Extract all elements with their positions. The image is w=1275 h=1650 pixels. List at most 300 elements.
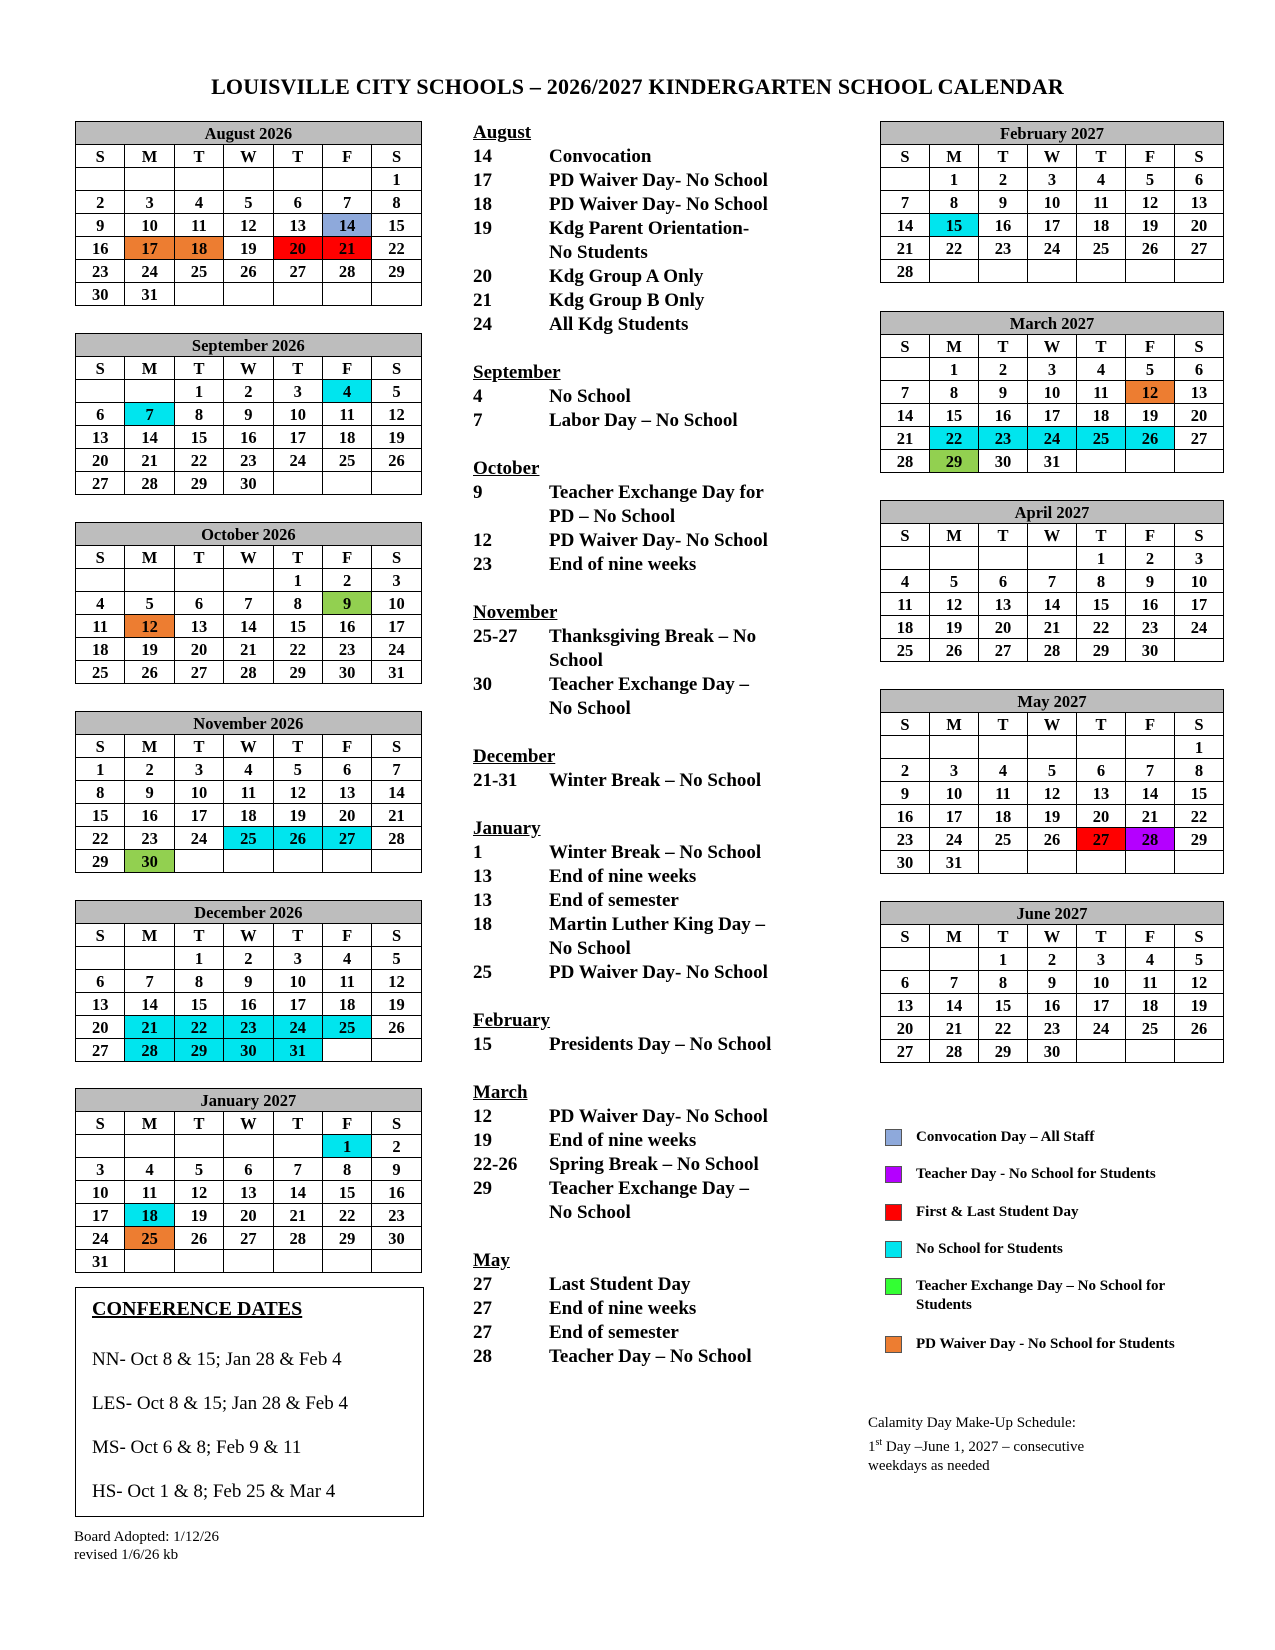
day-header: T bbox=[174, 1112, 223, 1135]
calendar-day: 27 bbox=[174, 661, 223, 684]
calendar-day bbox=[125, 168, 174, 191]
calendar-day bbox=[273, 850, 322, 873]
calendar-day: 22 bbox=[76, 827, 125, 850]
calendar-day bbox=[1077, 260, 1126, 283]
day-header: S bbox=[881, 925, 930, 948]
legend-label: PD Waiver Day - No School for Students bbox=[916, 1336, 1175, 1352]
calendar-day: 11 bbox=[1126, 971, 1175, 994]
calendar-day bbox=[881, 547, 930, 570]
event-text-line: Labor Day – No School bbox=[549, 410, 738, 431]
calendar-day: 9 bbox=[224, 403, 273, 426]
calendar-day: 29 bbox=[76, 850, 125, 873]
calendar-day: 20 bbox=[1077, 805, 1126, 828]
calendar-day: 26 bbox=[174, 1227, 223, 1250]
calendar-day: 18 bbox=[1077, 214, 1126, 237]
legend-label: Teacher Exchange Day – No School for Students bbox=[916, 1278, 1165, 1313]
calendar-day: 14 bbox=[224, 615, 273, 638]
day-header: M bbox=[125, 1112, 174, 1135]
calendar-day: 27 bbox=[979, 639, 1028, 662]
calendar-day: 26 bbox=[273, 827, 322, 850]
calendar-jun bbox=[880, 901, 1224, 1063]
day-header: T bbox=[1077, 713, 1126, 736]
calendar-day bbox=[224, 283, 273, 306]
calendar-day: 28 bbox=[1126, 828, 1175, 851]
day-header: S bbox=[76, 546, 125, 569]
calendar-day: 21 bbox=[372, 804, 421, 827]
calendar-day: 12 bbox=[224, 214, 273, 237]
calendar-month-name: March 2027 bbox=[881, 312, 1224, 335]
calendar-day: 29 bbox=[372, 260, 421, 283]
day-header: S bbox=[1175, 925, 1224, 948]
event-text bbox=[549, 217, 833, 265]
calendar-day: 21 bbox=[930, 1017, 979, 1040]
calendar-day: 15 bbox=[1077, 593, 1126, 616]
calendar-day: 8 bbox=[174, 403, 223, 426]
event-text bbox=[549, 289, 833, 313]
calendar-day: 26 bbox=[1126, 237, 1175, 260]
event-text-line: Teacher Exchange Day – bbox=[549, 674, 750, 695]
event-text bbox=[549, 529, 833, 553]
day-header: W bbox=[224, 924, 273, 947]
calendar-day bbox=[224, 1250, 273, 1273]
calendar-day: 29 bbox=[1175, 828, 1224, 851]
day-header: S bbox=[1175, 145, 1224, 168]
day-header: S bbox=[372, 145, 421, 168]
calendar-day: 9 bbox=[979, 381, 1028, 404]
calendar-day: 9 bbox=[881, 782, 930, 805]
calendar-day: 21 bbox=[1126, 805, 1175, 828]
day-header: F bbox=[1126, 524, 1175, 547]
day-header: T bbox=[1077, 524, 1126, 547]
calendar-day: 9 bbox=[76, 214, 125, 237]
calendar-day: 1 bbox=[930, 168, 979, 191]
day-header: S bbox=[372, 546, 421, 569]
calendar-day: 27 bbox=[881, 1040, 930, 1063]
calendar-day: 14 bbox=[372, 781, 421, 804]
board-revised: revised 1/6/26 kb bbox=[74, 1547, 179, 1563]
calendar-day bbox=[1126, 851, 1175, 874]
day-header: T bbox=[1077, 145, 1126, 168]
day-header: T bbox=[979, 145, 1028, 168]
calendar-day: 26 bbox=[1126, 427, 1175, 450]
calendar-day: 10 bbox=[273, 970, 322, 993]
event-text bbox=[549, 313, 833, 337]
calendar-day bbox=[273, 1135, 322, 1158]
event-text-line: Winter Break – No School bbox=[549, 770, 762, 791]
calendar-day: 8 bbox=[76, 781, 125, 804]
event-date: 1 bbox=[473, 842, 483, 863]
calendar-day: 19 bbox=[224, 237, 273, 260]
calendar-day: 3 bbox=[930, 759, 979, 782]
calendar-day bbox=[930, 948, 979, 971]
calendar-day: 24 bbox=[273, 1016, 322, 1039]
calamity-title: Calamity Day Make-Up Schedule: bbox=[868, 1415, 1076, 1431]
calendar-day: 3 bbox=[1175, 547, 1224, 570]
calendar-day: 18 bbox=[224, 804, 273, 827]
day-header: F bbox=[322, 546, 371, 569]
calendar-day: 26 bbox=[930, 639, 979, 662]
calendar-day: 26 bbox=[372, 1016, 421, 1039]
calendar-day: 6 bbox=[1175, 168, 1224, 191]
calendar-day bbox=[125, 569, 174, 592]
day-header: S bbox=[372, 1112, 421, 1135]
calendar-day bbox=[273, 283, 322, 306]
calendar-day: 3 bbox=[1077, 948, 1126, 971]
calendar-day: 25 bbox=[76, 661, 125, 684]
calendar-day: 27 bbox=[273, 260, 322, 283]
calendar-day: 16 bbox=[979, 404, 1028, 427]
calendar-day bbox=[174, 569, 223, 592]
calendar-day: 18 bbox=[322, 426, 371, 449]
event-date: 13 bbox=[473, 866, 492, 887]
event-item bbox=[473, 481, 833, 529]
calendar-day: 6 bbox=[76, 970, 125, 993]
calendar-day: 23 bbox=[372, 1204, 421, 1227]
event-date: 19 bbox=[473, 218, 492, 239]
event-text-line: End of semester bbox=[549, 1322, 679, 1343]
calendar-day: 12 bbox=[372, 403, 421, 426]
board-info bbox=[74, 1528, 219, 1564]
calendar-day: 5 bbox=[1126, 168, 1175, 191]
calendar-day: 15 bbox=[273, 615, 322, 638]
event-date: 21-31 bbox=[473, 770, 518, 791]
calendar-day: 1 bbox=[1077, 547, 1126, 570]
day-header: W bbox=[224, 546, 273, 569]
event-text bbox=[549, 913, 833, 961]
event-item bbox=[473, 385, 833, 409]
calendar-day: 8 bbox=[273, 592, 322, 615]
day-header: M bbox=[930, 524, 979, 547]
calendar-day bbox=[224, 168, 273, 191]
calendar-day: 11 bbox=[125, 1181, 174, 1204]
day-header: T bbox=[273, 924, 322, 947]
calendar-day: 16 bbox=[322, 615, 371, 638]
event-item bbox=[473, 313, 833, 337]
calendar-day: 23 bbox=[979, 237, 1028, 260]
calendar-day: 4 bbox=[1126, 948, 1175, 971]
calendar-day: 24 bbox=[125, 260, 174, 283]
calendar-day: 8 bbox=[930, 381, 979, 404]
day-header: T bbox=[979, 335, 1028, 358]
calendar-day: 18 bbox=[979, 805, 1028, 828]
day-header: S bbox=[1175, 335, 1224, 358]
calendar-day: 20 bbox=[979, 616, 1028, 639]
calendar-day: 12 bbox=[1175, 971, 1224, 994]
calendar-day: 30 bbox=[224, 1039, 273, 1062]
calendar-day: 31 bbox=[930, 851, 979, 874]
event-text-line: Teacher Day – No School bbox=[549, 1346, 752, 1367]
calendar-day bbox=[273, 472, 322, 495]
calendar-day: 4 bbox=[1077, 358, 1126, 381]
event-item bbox=[473, 217, 833, 265]
event-text-line: PD Waiver Day- No School bbox=[549, 962, 768, 983]
calendar-day: 12 bbox=[174, 1181, 223, 1204]
calendar-day bbox=[1077, 1040, 1126, 1063]
calendar-day: 5 bbox=[273, 758, 322, 781]
calendar-day: 31 bbox=[372, 661, 421, 684]
calendar-day bbox=[125, 1250, 174, 1273]
calendar-day: 16 bbox=[224, 426, 273, 449]
conference-line: HS- Oct 1 & 8; Feb 25 & Mar 4 bbox=[92, 1481, 336, 1502]
calendar-day bbox=[125, 380, 174, 403]
calendar-day: 1 bbox=[174, 380, 223, 403]
event-text-line: No School bbox=[549, 1202, 631, 1223]
event-date: 12 bbox=[473, 1106, 492, 1127]
calendar-day: 2 bbox=[979, 168, 1028, 191]
calendar-day: 2 bbox=[76, 191, 125, 214]
legend-label: No School for Students bbox=[916, 1241, 1063, 1257]
calendar-day: 13 bbox=[1175, 191, 1224, 214]
event-date: 27 bbox=[473, 1298, 492, 1319]
event-text-line: Kdg Group B Only bbox=[549, 290, 705, 311]
calendar-day: 4 bbox=[224, 758, 273, 781]
calendar-day: 17 bbox=[372, 615, 421, 638]
calendar-day: 7 bbox=[125, 403, 174, 426]
conference-line: LES- Oct 8 & 15; Jan 28 & Feb 4 bbox=[92, 1393, 348, 1414]
day-header: M bbox=[125, 735, 174, 758]
calendar-day bbox=[1028, 736, 1077, 759]
events-list bbox=[473, 121, 833, 1369]
calendar-day: 10 bbox=[930, 782, 979, 805]
event-date: 25 bbox=[473, 962, 492, 983]
calendar-day: 29 bbox=[979, 1040, 1028, 1063]
calendar-day: 4 bbox=[174, 191, 223, 214]
day-header: W bbox=[1028, 335, 1077, 358]
calendar-day bbox=[1126, 260, 1175, 283]
event-date: 30 bbox=[473, 674, 492, 695]
calendar-day: 6 bbox=[273, 191, 322, 214]
calendar-day: 12 bbox=[273, 781, 322, 804]
day-header: F bbox=[322, 924, 371, 947]
event-text bbox=[549, 169, 833, 193]
calendar-day bbox=[1126, 450, 1175, 473]
calendar-day: 8 bbox=[322, 1158, 371, 1181]
calendar-day: 11 bbox=[1077, 381, 1126, 404]
calendar-day: 26 bbox=[1175, 1017, 1224, 1040]
event-text-line: Kdg Parent Orientation- bbox=[549, 218, 750, 239]
calendar-day: 26 bbox=[1028, 828, 1077, 851]
calendar-day: 13 bbox=[322, 781, 371, 804]
event-text bbox=[549, 1177, 833, 1225]
calendar-day: 5 bbox=[1126, 358, 1175, 381]
calendar-day bbox=[1175, 450, 1224, 473]
calendar-apr bbox=[880, 500, 1224, 662]
calendar-day bbox=[174, 1250, 223, 1273]
day-header: S bbox=[76, 924, 125, 947]
event-text bbox=[549, 1129, 833, 1153]
day-header: F bbox=[1126, 335, 1175, 358]
calendar-day: 19 bbox=[174, 1204, 223, 1227]
calendar-day: 17 bbox=[125, 237, 174, 260]
day-header: F bbox=[322, 1112, 371, 1135]
calamity-line: 1st Day –June 1, 2027 – consecutive bbox=[868, 1437, 1085, 1455]
calendar-day: 20 bbox=[1175, 214, 1224, 237]
calamity-line: weekdays as needed bbox=[868, 1458, 990, 1474]
calendar-day: 22 bbox=[979, 1017, 1028, 1040]
event-date: 15 bbox=[473, 1034, 492, 1055]
calendar-day: 10 bbox=[273, 403, 322, 426]
calendar-day: 9 bbox=[224, 970, 273, 993]
calendar-day: 11 bbox=[224, 781, 273, 804]
calendar-day: 24 bbox=[372, 638, 421, 661]
calendar-day: 9 bbox=[372, 1158, 421, 1181]
calendar-day: 16 bbox=[1028, 994, 1077, 1017]
calendar-day: 11 bbox=[174, 214, 223, 237]
calendar-day: 6 bbox=[224, 1158, 273, 1181]
event-item bbox=[473, 1273, 833, 1297]
calendar-day: 24 bbox=[273, 449, 322, 472]
calendar-day: 7 bbox=[322, 191, 371, 214]
calendar-month-name: February 2027 bbox=[881, 122, 1224, 145]
calendar-day: 8 bbox=[979, 971, 1028, 994]
event-text-line: PD Waiver Day- No School bbox=[549, 1106, 768, 1127]
calendar-day: 6 bbox=[1077, 759, 1126, 782]
calendar-day bbox=[1175, 1040, 1224, 1063]
calendar-day bbox=[881, 168, 930, 191]
calendar-day bbox=[979, 736, 1028, 759]
calendar-nov bbox=[75, 711, 422, 873]
calendar-day: 28 bbox=[1028, 639, 1077, 662]
calendar-day: 27 bbox=[1175, 237, 1224, 260]
event-date: 22-26 bbox=[473, 1154, 518, 1175]
calendar-day: 14 bbox=[1028, 593, 1077, 616]
calendar-jan bbox=[75, 1088, 422, 1273]
calendar-day bbox=[76, 1135, 125, 1158]
calendar-day: 23 bbox=[224, 1016, 273, 1039]
calendar-day: 19 bbox=[1126, 404, 1175, 427]
calendar-day: 20 bbox=[76, 1016, 125, 1039]
event-date: 7 bbox=[473, 410, 483, 431]
calendar-day: 19 bbox=[1175, 994, 1224, 1017]
calendar-day bbox=[1077, 450, 1126, 473]
calendar-day: 14 bbox=[930, 994, 979, 1017]
calendar-day: 19 bbox=[125, 638, 174, 661]
calendar-day: 27 bbox=[224, 1227, 273, 1250]
calendar-day: 5 bbox=[372, 947, 421, 970]
event-item bbox=[473, 145, 833, 169]
event-date: 27 bbox=[473, 1322, 492, 1343]
day-header: T bbox=[273, 735, 322, 758]
event-item bbox=[473, 529, 833, 553]
calendar-day: 13 bbox=[1175, 381, 1224, 404]
day-header: S bbox=[372, 924, 421, 947]
calendar-day: 7 bbox=[273, 1158, 322, 1181]
event-text bbox=[549, 961, 833, 985]
calendar-day bbox=[979, 851, 1028, 874]
board-adopted: Board Adopted: 1/12/26 bbox=[74, 1529, 219, 1545]
day-header: M bbox=[930, 145, 979, 168]
event-month-heading: September bbox=[473, 362, 561, 383]
calendar-day: 19 bbox=[372, 426, 421, 449]
calendar-day: 30 bbox=[1126, 639, 1175, 662]
calendar-day: 7 bbox=[372, 758, 421, 781]
calendar-day: 11 bbox=[322, 403, 371, 426]
day-header: S bbox=[372, 735, 421, 758]
event-item bbox=[473, 625, 833, 673]
calendar-day: 18 bbox=[76, 638, 125, 661]
calendar-day: 12 bbox=[930, 593, 979, 616]
calendar-day: 23 bbox=[881, 828, 930, 851]
calendar-day: 30 bbox=[1028, 1040, 1077, 1063]
calendar-day: 28 bbox=[881, 450, 930, 473]
day-header: S bbox=[1175, 713, 1224, 736]
calendar-day: 6 bbox=[979, 570, 1028, 593]
calendar-day bbox=[174, 283, 223, 306]
calendar-day: 6 bbox=[1175, 358, 1224, 381]
calendar-day bbox=[224, 1135, 273, 1158]
calendar-day: 3 bbox=[372, 569, 421, 592]
day-header: F bbox=[322, 145, 371, 168]
calendar-day: 2 bbox=[979, 358, 1028, 381]
calendar-day: 3 bbox=[76, 1158, 125, 1181]
event-date: 27 bbox=[473, 1274, 492, 1295]
calendar-day bbox=[1126, 1040, 1175, 1063]
calendar-day: 18 bbox=[1126, 994, 1175, 1017]
legend-swatch bbox=[885, 1166, 902, 1183]
calendar-month-name: June 2027 bbox=[881, 902, 1224, 925]
calendar-day: 17 bbox=[1028, 404, 1077, 427]
day-header: T bbox=[174, 546, 223, 569]
event-text-line: Last Student Day bbox=[549, 1274, 691, 1295]
event-item bbox=[473, 1321, 833, 1345]
calendar-day: 28 bbox=[224, 661, 273, 684]
calendar-day: 2 bbox=[224, 380, 273, 403]
calendar-day: 13 bbox=[881, 994, 930, 1017]
calendar-day: 8 bbox=[1077, 570, 1126, 593]
calamity-schedule bbox=[868, 1414, 1148, 1476]
calendar-day: 15 bbox=[979, 994, 1028, 1017]
day-header: F bbox=[1126, 925, 1175, 948]
calendar-day: 9 bbox=[1028, 971, 1077, 994]
calendar-day: 9 bbox=[979, 191, 1028, 214]
event-text bbox=[549, 1297, 833, 1321]
legend-item bbox=[885, 1128, 1206, 1147]
event-text bbox=[549, 145, 833, 169]
calendar-day: 7 bbox=[224, 592, 273, 615]
calendar-day: 10 bbox=[1077, 971, 1126, 994]
calendar-day: 14 bbox=[273, 1181, 322, 1204]
calendar-day: 13 bbox=[174, 615, 223, 638]
day-header: M bbox=[125, 924, 174, 947]
calendar-day: 13 bbox=[273, 214, 322, 237]
event-item bbox=[473, 889, 833, 913]
calendar-day: 27 bbox=[322, 827, 371, 850]
day-header: W bbox=[1028, 925, 1077, 948]
event-text bbox=[549, 553, 833, 577]
calendar-day: 20 bbox=[1175, 404, 1224, 427]
calendar-day: 17 bbox=[174, 804, 223, 827]
event-item bbox=[473, 289, 833, 313]
calendar-day: 13 bbox=[76, 993, 125, 1016]
calendar-day: 23 bbox=[979, 427, 1028, 450]
calendar-day: 11 bbox=[1077, 191, 1126, 214]
event-item bbox=[473, 1129, 833, 1153]
day-header: T bbox=[273, 357, 322, 380]
calendar-day: 20 bbox=[881, 1017, 930, 1040]
calendar-day: 4 bbox=[881, 570, 930, 593]
calendar-day: 28 bbox=[930, 1040, 979, 1063]
calendar-day: 8 bbox=[372, 191, 421, 214]
event-text-line: No School bbox=[549, 938, 631, 959]
event-date: 23 bbox=[473, 554, 492, 575]
calendar-day: 15 bbox=[174, 426, 223, 449]
calendar-day: 1 bbox=[930, 358, 979, 381]
day-header: W bbox=[1028, 145, 1077, 168]
event-text-line: PD Waiver Day- No School bbox=[549, 194, 768, 215]
calendar-day: 3 bbox=[273, 947, 322, 970]
event-text-line: Teacher Exchange Day for bbox=[549, 482, 764, 503]
calendar-day: 21 bbox=[322, 237, 371, 260]
